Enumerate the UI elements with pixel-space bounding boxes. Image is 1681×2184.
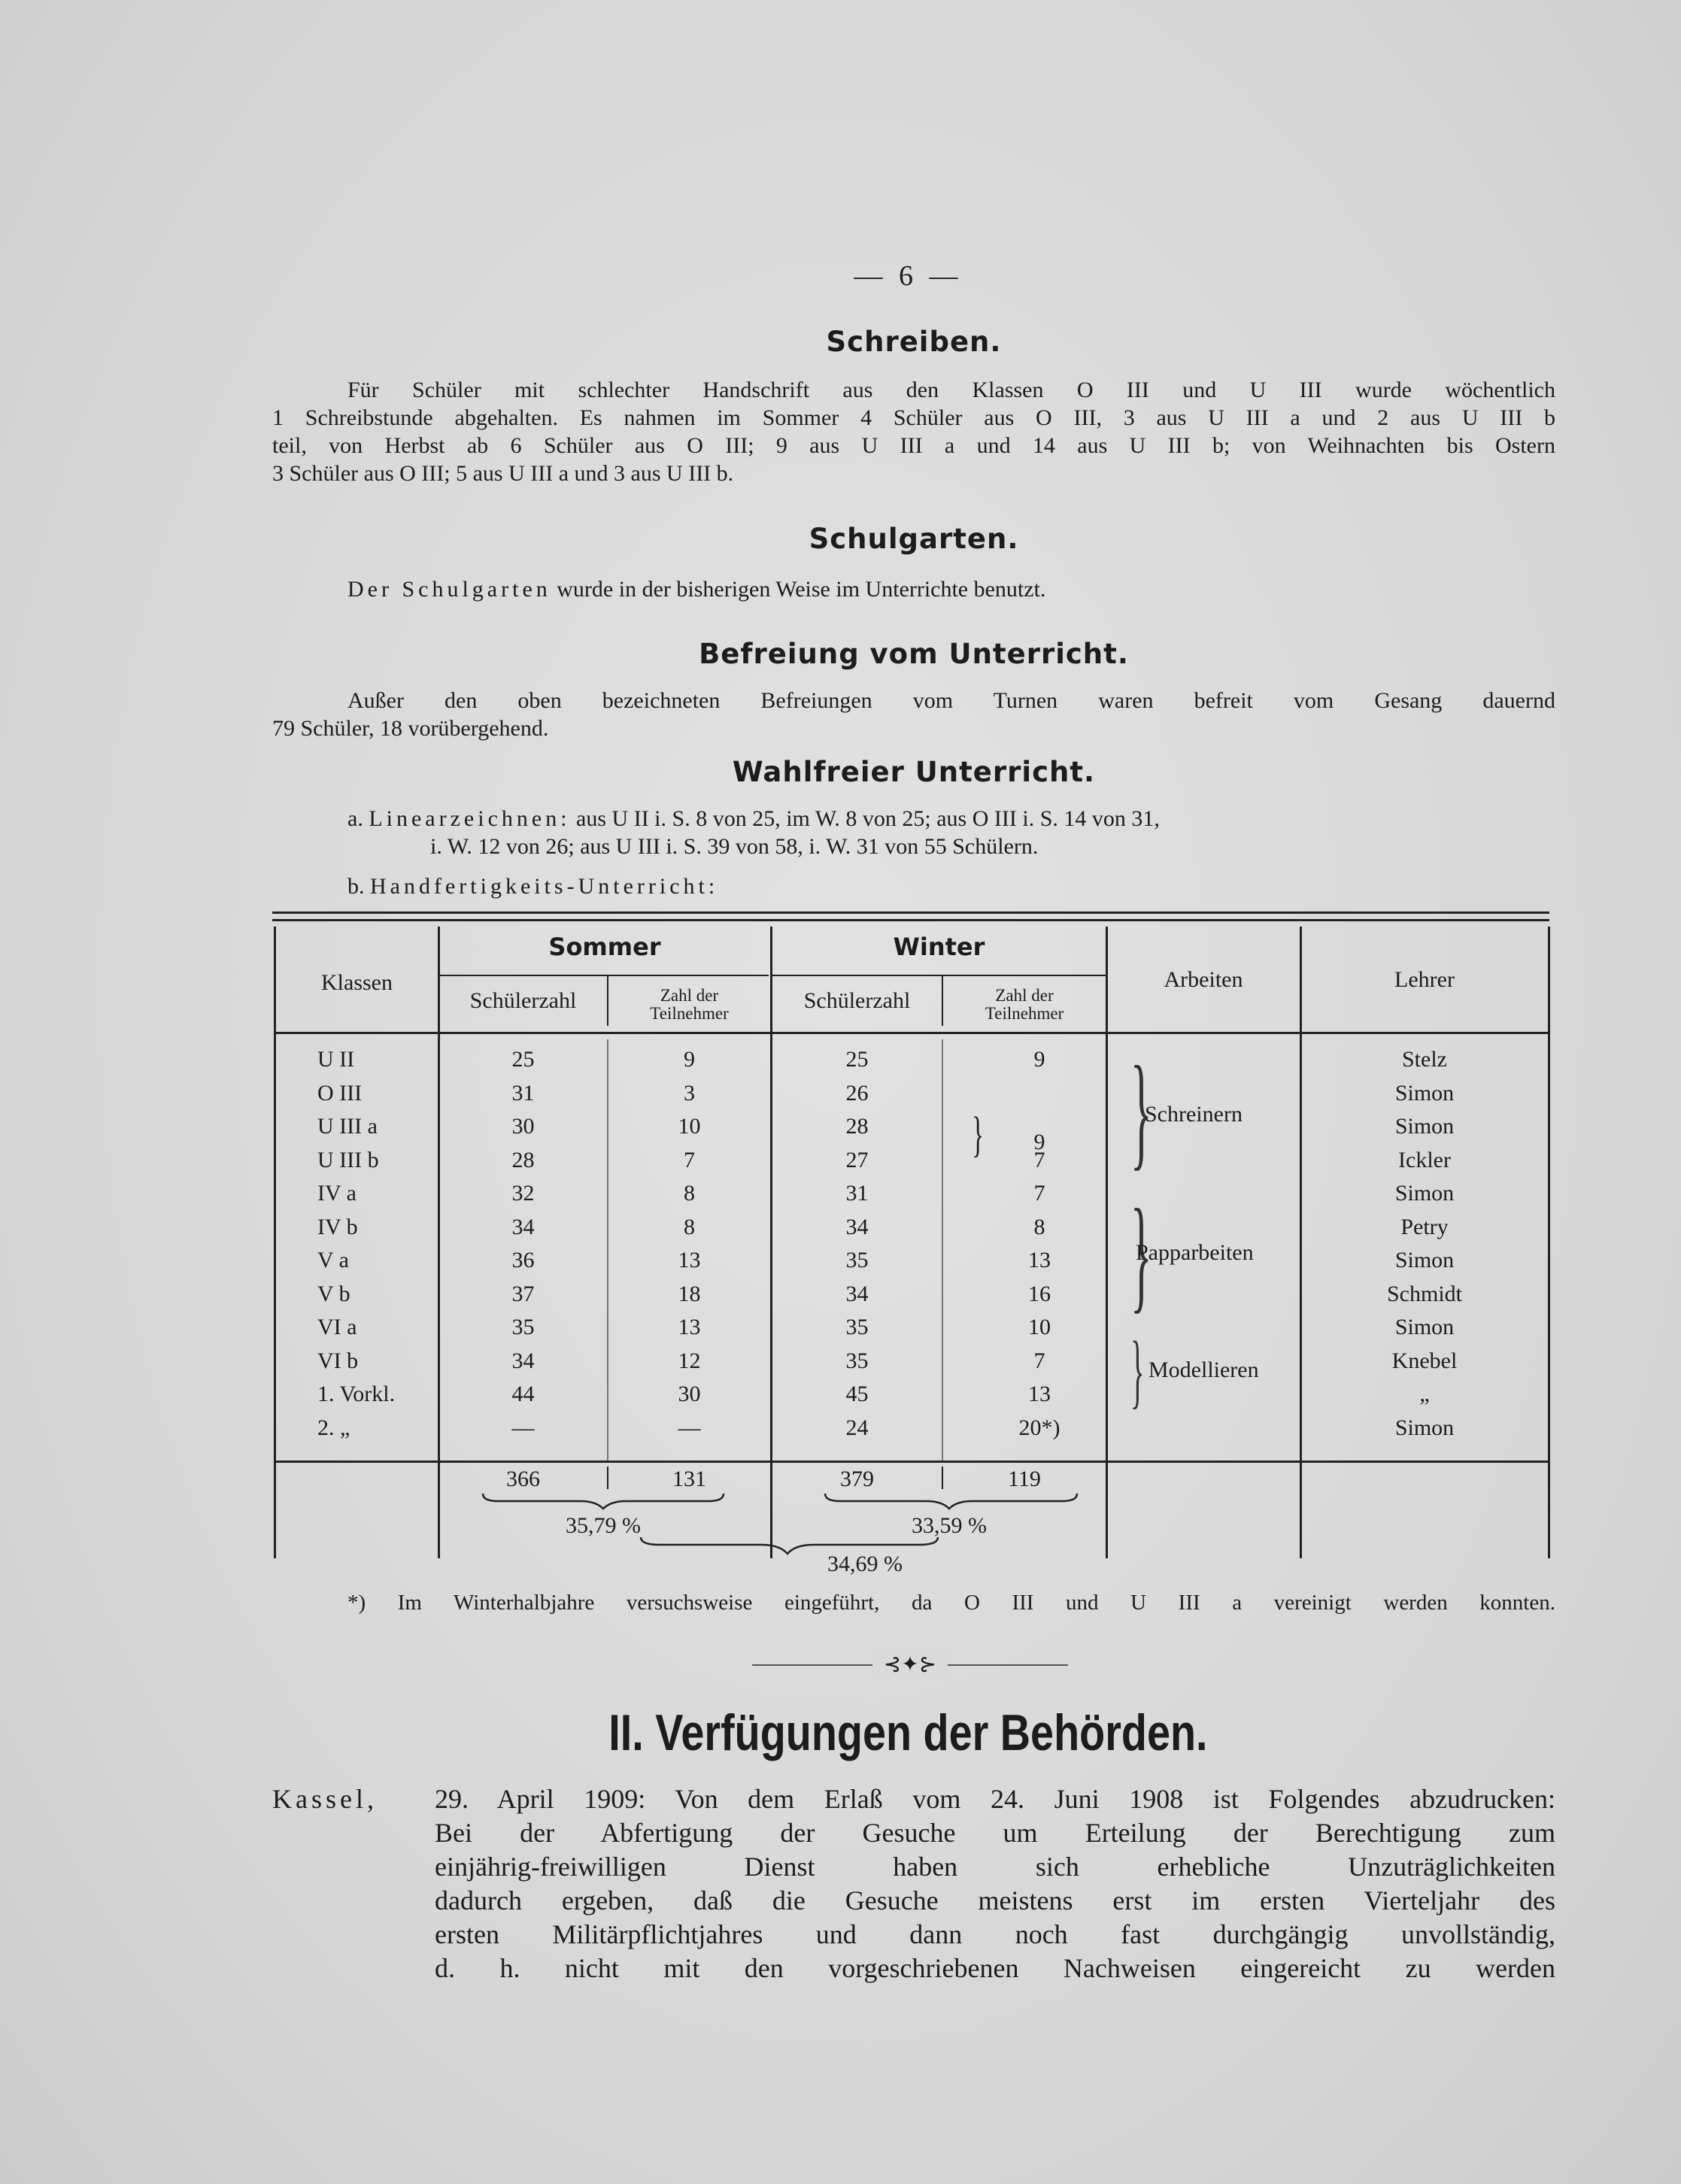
hdr-w-zahl-der: Zahl der <box>995 986 1054 1005</box>
cell-klasse: U III a <box>317 1114 378 1139</box>
arbeiten-schreinern: Schreinern <box>1145 1102 1243 1127</box>
befreiung-line-1: Außer den oben bezeichneten Befreiungen vom Turnen waren befreit vom Gesang dauernd <box>347 688 1555 713</box>
cell-s-schuelerzahl: 35 <box>511 1315 535 1339</box>
cell-w-teilnehmer: 7 <box>1033 1348 1045 1373</box>
cell-s-teilnehmer: 18 <box>678 1281 701 1306</box>
cell-klasse: 2. „ <box>317 1415 350 1440</box>
cell-lehrer: Simon <box>1394 1315 1455 1339</box>
cell-s-teilnehmer: 12 <box>678 1348 701 1373</box>
cell-w-teilnehmer: 20*) <box>1018 1415 1060 1440</box>
cell-w-schuelerzahl: 25 <box>845 1047 869 1072</box>
cell-s-teilnehmer: 13 <box>678 1248 701 1272</box>
arbeiten-modellieren: Modellieren <box>1148 1357 1259 1382</box>
divider-ornament: ⊰✦⊱ <box>872 1652 948 1677</box>
pct-total: 34,69 % <box>827 1552 903 1576</box>
schulgarten-text <box>272 575 1631 603</box>
cell-s-schuelerzahl: 32 <box>511 1181 535 1206</box>
cell-w-teilnehmer: 16 <box>1028 1281 1051 1306</box>
cell-s-schuelerzahl: — <box>511 1415 535 1440</box>
section-two-title: II. Verfügungen der Behörden. <box>608 1704 1208 1761</box>
winter-teil-merged: 9 <box>1033 1130 1045 1154</box>
heading-schreiben: Schreiben. <box>826 326 1002 358</box>
total-s-teilnehmer: 131 <box>672 1467 706 1491</box>
heading-befreiung: Befreiung vom Unterricht. <box>699 638 1129 670</box>
cell-w-teilnehmer: 8 <box>1033 1214 1045 1239</box>
cell-lehrer: Petry <box>1400 1214 1449 1239</box>
section-two-line-4: dadurch ergeben, daß die Gesuche meistens erst im ersten Vierteljahr des <box>435 1885 1555 1916</box>
cell-s-teilnehmer: 13 <box>678 1315 701 1339</box>
wahlfrei-a-line-2: i. W. 12 von 26; aus U III i. S. 39 von 58, i. W. 31 von 55 Schülern. <box>430 834 1039 859</box>
total-w-schuelerzahl: 379 <box>840 1467 874 1491</box>
brace-modellieren: } <box>1130 1324 1145 1416</box>
cell-klasse: IV a <box>317 1181 357 1206</box>
hdr-klassen: Klassen <box>321 970 393 995</box>
hdr-s-zahl-der: Zahl der <box>660 986 719 1005</box>
wahlfrei-b-spaced: Handfertigkeits-Unterricht: <box>370 874 719 899</box>
hdr-w-schuelerzahl: Schülerzahl <box>803 988 911 1013</box>
schreiben-line-3: teil, von Herbst ab 6 Schüler aus O III; 9 aus U III a und 14 aus U III b; von Weihnachten bis Ostern <box>272 433 1555 458</box>
cell-w-schuelerzahl: 35 <box>845 1248 869 1272</box>
table-row <box>272 1215 1549 1248</box>
cell-s-teilnehmer: 9 <box>684 1047 695 1072</box>
cell-lehrer: Simon <box>1394 1248 1455 1272</box>
schulgarten-spaced: Der Schulgarten <box>347 577 551 602</box>
cell-klasse: V a <box>317 1248 349 1272</box>
cell-klasse: 1. Vorkl. <box>317 1382 396 1406</box>
cell-lehrer: Knebel <box>1391 1348 1458 1373</box>
table-winter-rule <box>772 975 1107 976</box>
cell-lehrer: „ <box>1419 1382 1430 1406</box>
table-row <box>272 1181 1549 1214</box>
pct-winter: 33,59 % <box>912 1513 987 1538</box>
table-row <box>272 1148 1549 1181</box>
cell-w-schuelerzahl: 26 <box>845 1080 869 1106</box>
brace-winter: } <box>972 1107 984 1162</box>
table-row <box>272 1047 1549 1080</box>
cell-w-schuelerzahl: 27 <box>845 1147 869 1172</box>
cell-s-teilnehmer: 10 <box>678 1114 701 1139</box>
handfertigkeit-table <box>272 912 1549 1551</box>
cell-s-teilnehmer: 8 <box>684 1214 695 1239</box>
section-two-line-3: einjährig-freiwilligen Dienst haben sich erhebliche Unzuträglichkeiten <box>435 1852 1555 1882</box>
wahlfrei-a-line-1 <box>272 805 1631 833</box>
hdr-s-teilnehmer <box>608 987 770 1023</box>
table-row <box>272 1081 1549 1114</box>
cell-lehrer: Stelz <box>1402 1047 1447 1072</box>
cell-w-schuelerzahl: 24 <box>845 1415 869 1440</box>
cell-w-schuelerzahl: 34 <box>845 1281 869 1306</box>
befreiung-line-2: 79 Schüler, 18 vorübergehend. <box>272 716 549 741</box>
wahlfrei-b-line <box>272 872 1631 900</box>
table-row <box>272 1315 1549 1348</box>
arbeiten-papparbeiten: Papparbeiten <box>1136 1240 1254 1265</box>
table-top-rule-1 <box>272 912 1549 914</box>
pct-sommer: 35,79 % <box>566 1513 641 1538</box>
section-two-line-5: ersten Militärpflichtjahres und dann noch fast durchgängig unvollständig, <box>435 1919 1555 1949</box>
cell-w-teilnehmer: 10 <box>1028 1315 1051 1339</box>
cell-s-teilnehmer: 3 <box>684 1080 695 1106</box>
cell-s-teilnehmer: 7 <box>684 1147 695 1172</box>
cell-klasse: VI a <box>317 1315 357 1339</box>
brace-sommer-total <box>483 1494 724 1509</box>
hdr-arbeiten: Arbeiten <box>1164 967 1243 992</box>
total-s-schuelerzahl: 366 <box>506 1467 540 1491</box>
cell-w-schuelerzahl: 31 <box>845 1181 869 1206</box>
schreiben-line-1: Für Schüler mit schlechter Handschrift aus den Klassen O III und U III wurde wöchentlich <box>347 378 1555 402</box>
cell-s-teilnehmer: — <box>678 1415 701 1440</box>
cell-lehrer: Simon <box>1394 1415 1455 1440</box>
hdr-winter: Winter <box>893 933 985 961</box>
table-top-rule-2 <box>272 919 1549 921</box>
cell-w-schuelerzahl: 28 <box>845 1114 869 1139</box>
table-row <box>272 1382 1549 1415</box>
wahlfrei-a-text: aus U II i. S. 8 von 25, im W. 8 von 25; aus O III i. S. 14 von 31, <box>570 806 1160 831</box>
cell-s-schuelerzahl: 34 <box>511 1214 535 1239</box>
table-row <box>272 1415 1549 1448</box>
cell-w-schuelerzahl: 45 <box>845 1382 869 1406</box>
cell-w-schuelerzahl: 35 <box>845 1315 869 1339</box>
cell-lehrer: Ickler <box>1398 1147 1451 1172</box>
cell-lehrer: Schmidt <box>1386 1281 1462 1306</box>
section-two-place: Kassel, <box>272 1784 378 1814</box>
cell-lehrer: Simon <box>1394 1181 1455 1206</box>
table-header-rule <box>276 1032 1549 1034</box>
hdr-lehrer: Lehrer <box>1394 967 1455 992</box>
cell-s-teilnehmer: 8 <box>684 1181 695 1206</box>
cell-lehrer: Simon <box>1394 1114 1455 1139</box>
schreiben-line-4: 3 Schüler aus O III; 5 aus U III a und 3 aus U III b. <box>272 461 734 486</box>
section-two-line-2: Bei der Abfertigung der Gesuche um Erteilung der Berechtigung zum <box>435 1818 1555 1848</box>
cell-s-schuelerzahl: 36 <box>511 1248 535 1272</box>
cell-klasse: IV b <box>317 1214 358 1239</box>
section-two-line-6: d. h. nicht mit den vorgeschriebenen Nachweisen eingereicht zu werden <box>435 1953 1555 1983</box>
table-row <box>272 1282 1549 1315</box>
section-two-line-1: 29. April 1909: Von dem Erlaß vom 24. Juni 1908 ist Folgendes abzudrucken: <box>435 1784 1555 1814</box>
cell-klasse: V b <box>317 1281 350 1306</box>
cell-s-schuelerzahl: 37 <box>511 1281 535 1306</box>
cell-w-schuelerzahl: 35 <box>845 1348 869 1373</box>
hdr-s-teilnehmer-word: Teilnehmer <box>650 1004 729 1023</box>
hdr-s-schuelerzahl: Schülerzahl <box>469 988 577 1013</box>
hdr-w-teilnehmer <box>943 987 1106 1023</box>
brace-winter-total <box>825 1494 1077 1509</box>
table-footnote: *) Im Winterhalbjahre versuchsweise eingeführt, da O III und U III a vereinigt werden konnten. <box>347 1591 1555 1615</box>
cell-lehrer: Simon <box>1394 1080 1455 1106</box>
schulgarten-rest: wurde in der bisherigen Weise im Unterrichte benutzt. <box>551 577 1046 602</box>
wahlfrei-a-prefix: a. <box>347 806 369 831</box>
table-row <box>272 1348 1549 1382</box>
cell-s-schuelerzahl: 34 <box>511 1348 535 1373</box>
cell-w-teilnehmer: 13 <box>1028 1382 1051 1406</box>
heading-schulgarten: Schulgarten. <box>809 523 1019 555</box>
cell-w-teilnehmer: 9 <box>1033 1047 1045 1072</box>
brace-schreinern: } <box>1130 1040 1152 1181</box>
cell-s-schuelerzahl: 44 <box>511 1382 535 1406</box>
cell-s-teilnehmer: 30 <box>678 1382 701 1406</box>
brace-papparbeiten: } <box>1130 1183 1152 1324</box>
cell-w-teilnehmer: 13 <box>1028 1248 1051 1272</box>
cell-s-schuelerzahl: 25 <box>511 1047 535 1072</box>
heading-wahlfrei: Wahlfreier Unterricht. <box>732 756 1096 788</box>
table-total-rule <box>276 1461 1549 1463</box>
table-sommer-rule <box>438 975 769 976</box>
hdr-w-teilnehmer-word: Teilnehmer <box>985 1004 1064 1023</box>
hdr-sommer: Sommer <box>548 933 661 961</box>
cell-w-teilnehmer: 7 <box>1033 1181 1045 1206</box>
cell-w-teilnehmer: 7 <box>1033 1147 1045 1172</box>
cell-klasse: VI b <box>317 1348 359 1373</box>
cell-klasse: O III <box>317 1080 363 1106</box>
total-w-teilnehmer: 119 <box>1008 1467 1041 1491</box>
cell-klasse: U III b <box>317 1147 379 1172</box>
schreiben-line-2: 1 Schreibstunde abgehalten. Es nahmen im Sommer 4 Schüler aus O III, 3 aus U III a und 2 aus U III b <box>272 405 1555 430</box>
wahlfrei-b-prefix: b. <box>347 874 370 899</box>
cell-s-schuelerzahl: 28 <box>511 1147 535 1172</box>
cell-s-schuelerzahl: 31 <box>511 1080 535 1106</box>
table-row <box>272 1114 1549 1147</box>
page-number: — 6 — <box>854 260 963 292</box>
cell-w-schuelerzahl: 34 <box>845 1214 869 1239</box>
wahlfrei-a-spaced: Linearzeichnen: <box>369 806 571 831</box>
table-row <box>272 1248 1549 1281</box>
cell-klasse: U II <box>317 1047 355 1072</box>
cell-s-schuelerzahl: 30 <box>511 1114 535 1139</box>
